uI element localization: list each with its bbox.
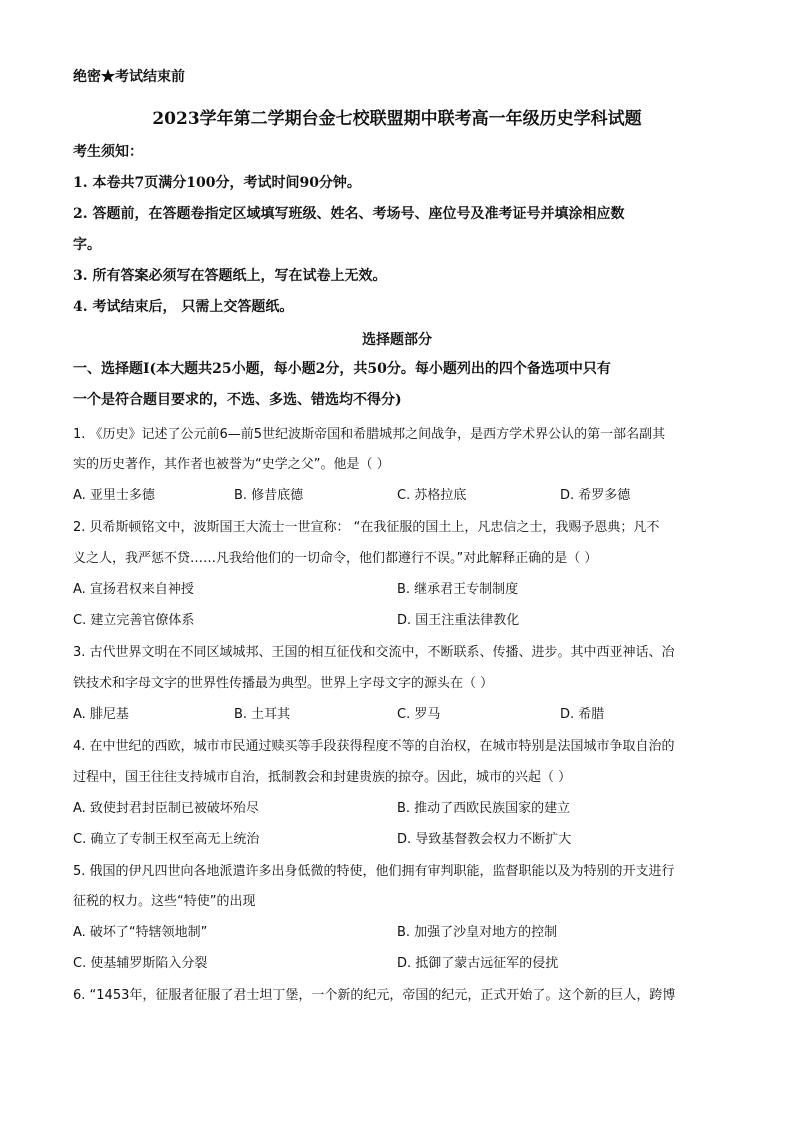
question-stem: 2. 贝希斯顿铭文中，波斯国王大流士一世宣称： “在我征服的国土上，凡忠信之士，我赐予恩典；凡不	[73, 520, 660, 535]
question-stem: 铁技术和字母文字的世界性传播最为典型。世界上字母文字的源头在（ ）	[73, 676, 494, 691]
option-b: B. 修昔底德	[234, 488, 304, 503]
option-a: A. 亚里士多德	[73, 488, 155, 503]
option-a: A. 宣扬君权来自神授	[73, 582, 194, 597]
option-b: B. 推动了西欧民族国家的建立	[397, 801, 571, 816]
option-b: B. 加强了沙皇对地方的控制	[397, 925, 558, 940]
section-instruction: 一个是符合题目要求的，不选、多选、错选均不得分)	[73, 392, 402, 408]
option-d: D. 希腊	[560, 707, 605, 722]
question-stem: 5. 俄国的伊凡四世向各地派遣许多出身低微的特使，他们拥有审判职能，监督职能以及为特别的开支进行	[73, 864, 675, 879]
question-stem: 6. “1453年，征服者征服了君士坦丁堡，一个新的纪元，帝国的纪元，正式开始了。这个新的巨人，跨博	[73, 988, 676, 1003]
option-d: D. 希罗多德	[560, 488, 631, 503]
question-stem: 实的历史著作，其作者也被誉为“史学之父”。他是（ ）	[73, 457, 390, 472]
section-instruction: 一、选择题Ⅰ(本大题共25小题，每小题2分，共50分。每小题列出的四个备选项中只有	[73, 361, 611, 377]
option-c: C. 苏格拉底	[397, 488, 467, 503]
section-title: 选择题部分	[362, 332, 432, 348]
notice-item: 1. 本卷共7页满分100分，考试时间90分钟。	[73, 175, 361, 191]
question-stem: 征税的权力。这些“特使”的出现	[73, 894, 256, 909]
option-c: C. 建立完善官僚体系	[73, 613, 195, 628]
notice-item: 4. 考试结束后， 只需上交答题纸。	[73, 299, 294, 315]
option-a: A. 破坏了“特辖领地制”	[73, 925, 208, 940]
option-c: C. 罗马	[397, 707, 441, 722]
secret-mark: 绝密★考试结束前	[73, 69, 185, 85]
notice-item: 字。	[73, 237, 101, 253]
question-stem: 义之人，我严惩不贷……凡我给他们的一切命令，他们都遵行不误。”对此解释正确的是（ ）	[73, 551, 598, 566]
option-d: D. 国王注重法律教化	[397, 613, 520, 628]
option-b: B. 土耳其	[234, 707, 291, 722]
notice-item: 2. 答题前，在答题卷指定区域填写班级、姓名、考场号、座位号及准考证号并填涂相应数	[73, 206, 625, 222]
option-d: D. 抵御了蒙古远征军的侵扰	[397, 956, 559, 971]
page-title: 2023学年第二学期台金七校联盟期中联考高一年级历史学科试题	[152, 109, 642, 129]
option-c: C. 使基辅罗斯陷入分裂	[73, 956, 208, 971]
notice-heading: 考生须知：	[73, 144, 143, 160]
question-stem: 3. 古代世界文明在不同区域城邦、王国的相互征伐和交流中，不断联系、传播、进步。其中西亚神话、冶	[73, 645, 675, 660]
question-stem: 过程中，国王往往支持城市自治，抵制教会和封建贵族的掠夺。因此，城市的兴起（ ）	[73, 770, 572, 785]
notice-item: 3. 所有答案必须写在答题纸上，写在试卷上无效。	[73, 268, 387, 284]
question-stem: 1. 《历史》记述了公元前6—前5世纪波斯帝国和希腊城邦之间战争，是西方学术界公认的第一部名副其	[73, 427, 666, 442]
option-a: A. 腓尼基	[73, 707, 129, 722]
option-b: B. 继承君王专制制度	[397, 582, 519, 597]
option-c: C. 确立了专制王权至高无上统治	[73, 832, 260, 847]
option-d: D. 导致基督教会权力不断扩大	[397, 832, 572, 847]
question-stem: 4. 在中世纪的西欧，城市市民通过赎买等手段获得程度不等的自治权，在城市特别是法国城市争取自治的	[73, 739, 675, 754]
option-a: A. 致使封君封臣制已被破坏殆尽	[73, 801, 259, 816]
